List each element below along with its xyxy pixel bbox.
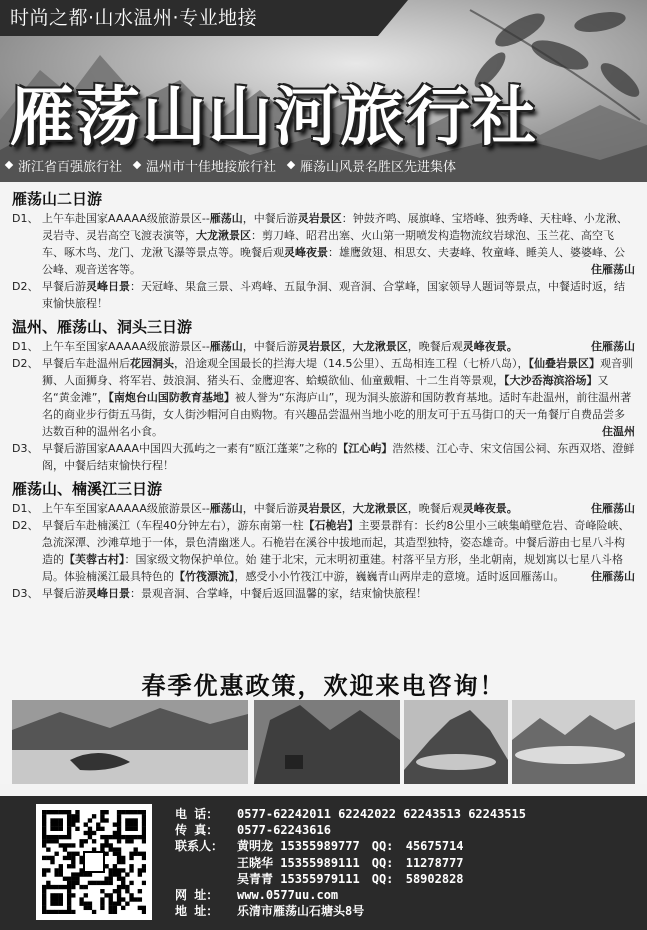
highlight-attraction: 【南炮台山国防教育基地】 (108, 391, 235, 404)
description-text: ，晚餐后观 (407, 502, 463, 515)
highlight-attraction: 灵峰夜景。 (462, 502, 518, 515)
day-label: D1、 (12, 340, 39, 353)
contact-footer (0, 796, 647, 930)
website-link[interactable]: www.0577uu.com (237, 888, 339, 903)
day-label: D3、 (12, 587, 39, 600)
web-label: 网 址： (175, 888, 219, 903)
highlight-attraction: 灵峰夜景。 (462, 340, 518, 353)
person-mobile[interactable]: 15355979111 (280, 871, 360, 886)
person-qq: 11278777 (405, 855, 464, 870)
day-itinerary (12, 355, 635, 440)
description-text: 早餐后游 (42, 280, 86, 293)
diamond-bullet-icon (287, 161, 295, 169)
contact-info (175, 806, 526, 919)
person-name: 黄明龙 (237, 839, 274, 854)
description-text: 早餐后车赴温州后 (42, 357, 130, 370)
description-text: ：景观音洞、合掌峰，中餐后返回温馨的家，结束愉快旅程！ (130, 587, 427, 600)
tour-block (12, 478, 635, 602)
description-text: ：国家级文物保护单位。始 建于北宋，元末明初重建。村落平呈方形，坐北朝南，规划寓以七星八斗格局。体验楠溪江最具特色的 (42, 553, 623, 583)
contact-person-row (175, 838, 526, 854)
slogan-text: 时尚之都·山水温州·专业地接 (10, 7, 258, 29)
day-itinerary (12, 210, 635, 278)
description-text: 早餐后游 (42, 587, 86, 600)
description-text: ，晚餐后观 (407, 340, 463, 353)
day-label: D1、 (12, 502, 39, 515)
day-label: D1、 (12, 212, 39, 225)
highlight-attraction: 灵岩景区 (297, 502, 342, 515)
day-itinerary (12, 517, 635, 585)
honor-item: 温州市十佳地接旅行社 (134, 156, 276, 175)
scenery-photo-strip (0, 700, 647, 784)
description-text: 上午车赴国家AAAAA级旅游景区-- (42, 212, 210, 225)
description-text: ，中餐后游 (242, 502, 298, 515)
fax-row (175, 822, 526, 838)
lake-photo (12, 700, 248, 784)
description-text: ， (341, 340, 353, 353)
highlight-attraction: 灵岩景区 (297, 340, 342, 353)
tour-title: 温州、雁荡山、洞头三日游 (12, 318, 193, 336)
contact-person-row (175, 871, 526, 887)
description-text: 被人誉为“东海庐山”，现为洞头旅游和国防教育基地。适时车赴温州，前往温州著名的商业步行街五马街，女人街沙帽河自由购物。有兴趣品尝温州当地小吃的朋友可于五马街口的天一角餐厅自费品尝多达数百种的温州名小食。 (42, 391, 632, 438)
highlight-attraction: 灵岩景区 (297, 212, 342, 225)
overnight-location: 住雁荡山 (591, 340, 635, 353)
description-text: 上午车至国家AAAAA级旅游景区-- (42, 340, 210, 353)
highlight-attraction: 灵峰日景 (86, 587, 130, 600)
honors-bar (0, 152, 647, 178)
day-description (42, 440, 635, 474)
phone-numbers[interactable]: 0577-62242011 62242022 62243513 62243515 (237, 807, 526, 821)
description-text: ：钟鼓齐鸣、展旗峰、宝塔峰、独秀峰、天柱峰、小龙湫、灵岩寺、灵岩高空飞渡表演等， (42, 212, 628, 242)
cliff-photo (254, 700, 400, 784)
highlight-attraction: 灵峰日景 (86, 280, 130, 293)
day-description (42, 355, 635, 440)
person-mobile[interactable]: 15355989111 (280, 855, 360, 870)
highlight-attraction: 【竹筏漂流】 (174, 570, 235, 583)
day-description (42, 278, 635, 312)
overnight-location: 住温州 (602, 425, 635, 438)
diamond-bullet-icon (133, 161, 141, 169)
person-qq: 58902828 (405, 871, 464, 886)
website-row (175, 887, 526, 903)
agency-name-title: 雁荡山山河旅行社 (10, 80, 538, 155)
description-text: ：天冠峰、果盒三景、斗鸡峰、五鼠争洞、观音洞、合掌峰，国家领导人题词等景点，中餐适时返，结束愉快旅程！ (42, 280, 625, 310)
highlight-attraction: 【石桅岩】 (303, 519, 359, 532)
description-text: ，中餐后游 (242, 340, 298, 353)
qq-label: QQ: (371, 839, 394, 854)
promo-headline: 春季优惠政策，欢迎来电咨询！ (141, 671, 506, 700)
description-text: 主要景群有：长约8公里小三峡集峭壁危岩、奇峰险峡、急流深潭、沙滩草地于一体，景色清幽迷人。石桅岩在溪谷中拔地而起，其造型独特，姿态雄奇。中餐后游由七星八斗构造的 (42, 519, 630, 566)
peak-photo (404, 700, 508, 784)
overnight-location: 住雁荡山 (591, 502, 635, 515)
description-text: 浩然楼、江心寺、宋文信国公祠、东西双塔、澄鲜阁，中餐后结束愉快行程！ (42, 442, 635, 472)
day-description (42, 210, 635, 278)
day-label: D2、 (12, 280, 39, 293)
day-description (42, 517, 635, 585)
slogan-bar (0, 0, 378, 36)
qq-label: QQ: (371, 871, 394, 886)
person-qq: 45675714 (405, 839, 464, 854)
highlight-attraction: 【大沙岙海滨浴场】 (504, 374, 598, 387)
address-row (175, 903, 526, 919)
description-text: ，感受小小竹筏江中游，巍巍青山两岸走的意境。适时返回雁荡山。 (234, 570, 565, 583)
contacts-label: 联系人： (175, 839, 224, 854)
day-itinerary (12, 440, 635, 474)
highlight-attraction: 【芙蓉古村】 (64, 553, 125, 566)
description-text: ：雄鹰敛翅、相思女、夫妻峰、牧童峰、睡美人、婆婆峰、公公峰、观音送客等。 (42, 246, 625, 276)
highlight-attraction: 【江心屿】 (337, 442, 393, 455)
day-itinerary (12, 500, 635, 517)
person-mobile[interactable]: 15355989777 (280, 839, 360, 854)
day-description (42, 338, 635, 355)
highlight-attraction: 大龙湫景区 (196, 229, 251, 242)
fax-number: 0577-62243616 (237, 823, 331, 838)
tour-title: 雁荡山、楠溪江三日游 (12, 480, 163, 498)
day-itinerary (12, 585, 635, 602)
day-label: D3、 (12, 442, 39, 455)
highlight-attraction: 雁荡山 (209, 340, 243, 353)
description-text: ， (341, 502, 353, 515)
phone-label: 电 话： (175, 807, 219, 821)
description-text: ，沿途观全国最长的拦海大堤（14.5公里）、五岛相连工程（七桥八岛）， (174, 357, 529, 370)
qr-code[interactable] (36, 804, 152, 920)
description-text: 又名“黄金滩”， (42, 374, 609, 404)
tour-block (12, 316, 635, 474)
description-text: ：剪刀峰、昭君出塞、火山第一期喷发构造物流纹岩球泡、玉兰花、高空飞车、啄木鸟、龙门、龙湫飞瀑等景点等。晚餐后观 (42, 229, 614, 259)
description-text: 早餐后游国家AAAA中国四大孤屿之一素有“瓯江蓬莱”之称的 (42, 442, 338, 455)
day-itinerary (12, 338, 635, 355)
highlight-attraction: 大龙湫景区 (352, 502, 408, 515)
highlight-attraction: 雁荡山 (209, 502, 243, 515)
misty-mountain-photo (512, 700, 635, 784)
day-description (42, 500, 635, 517)
header-banner (0, 0, 647, 182)
day-description (42, 585, 635, 602)
day-label: D2、 (12, 519, 39, 532)
person-name: 吴青青 (237, 871, 274, 886)
qr-code-pattern (42, 810, 146, 914)
day-label: D2、 (12, 357, 39, 370)
address-text: 乐清市雁荡山石塘头8号 (237, 904, 365, 919)
highlight-attraction: 大龙湫景区 (352, 340, 408, 353)
tour-block (12, 188, 635, 312)
person-name: 王晓华 (237, 855, 274, 870)
day-itinerary (12, 278, 635, 312)
description-text: 观音驯狮、人面狮身、将军岩、鼓浪洞、猪头石、金鹰迎客、蛤蟆欲仙、仙童戴帽、十二生肖等景观， (42, 357, 633, 387)
contact-person-row (175, 855, 526, 871)
highlight-attraction: 花园洞头 (130, 357, 174, 370)
highlight-attraction: 灵峰夜景 (284, 246, 328, 259)
fax-label: 传 真： (175, 823, 219, 838)
overnight-location: 住雁荡山 (591, 263, 635, 276)
honor-item: 浙江省百强旅行社 (6, 156, 122, 175)
description-text: 上午车至国家AAAAA级旅游景区-- (42, 502, 210, 515)
description-text: ，中餐后游 (242, 212, 298, 225)
phone-row (175, 806, 526, 822)
highlight-attraction: 【仙叠岩景区】 (528, 357, 600, 370)
description-text: 早餐后车赴楠溪江（车程40分钟左右），游东南第一柱 (42, 519, 304, 532)
overnight-location: 住雁荡山 (591, 570, 635, 583)
tour-title: 雁荡山二日游 (12, 190, 103, 208)
honor-item: 雁荡山风景名胜区先进集体 (288, 156, 456, 175)
highlight-attraction: 雁荡山 (209, 212, 243, 225)
qq-label: QQ: (371, 855, 394, 870)
address-label: 地 址： (175, 904, 219, 919)
diamond-bullet-icon (5, 161, 13, 169)
